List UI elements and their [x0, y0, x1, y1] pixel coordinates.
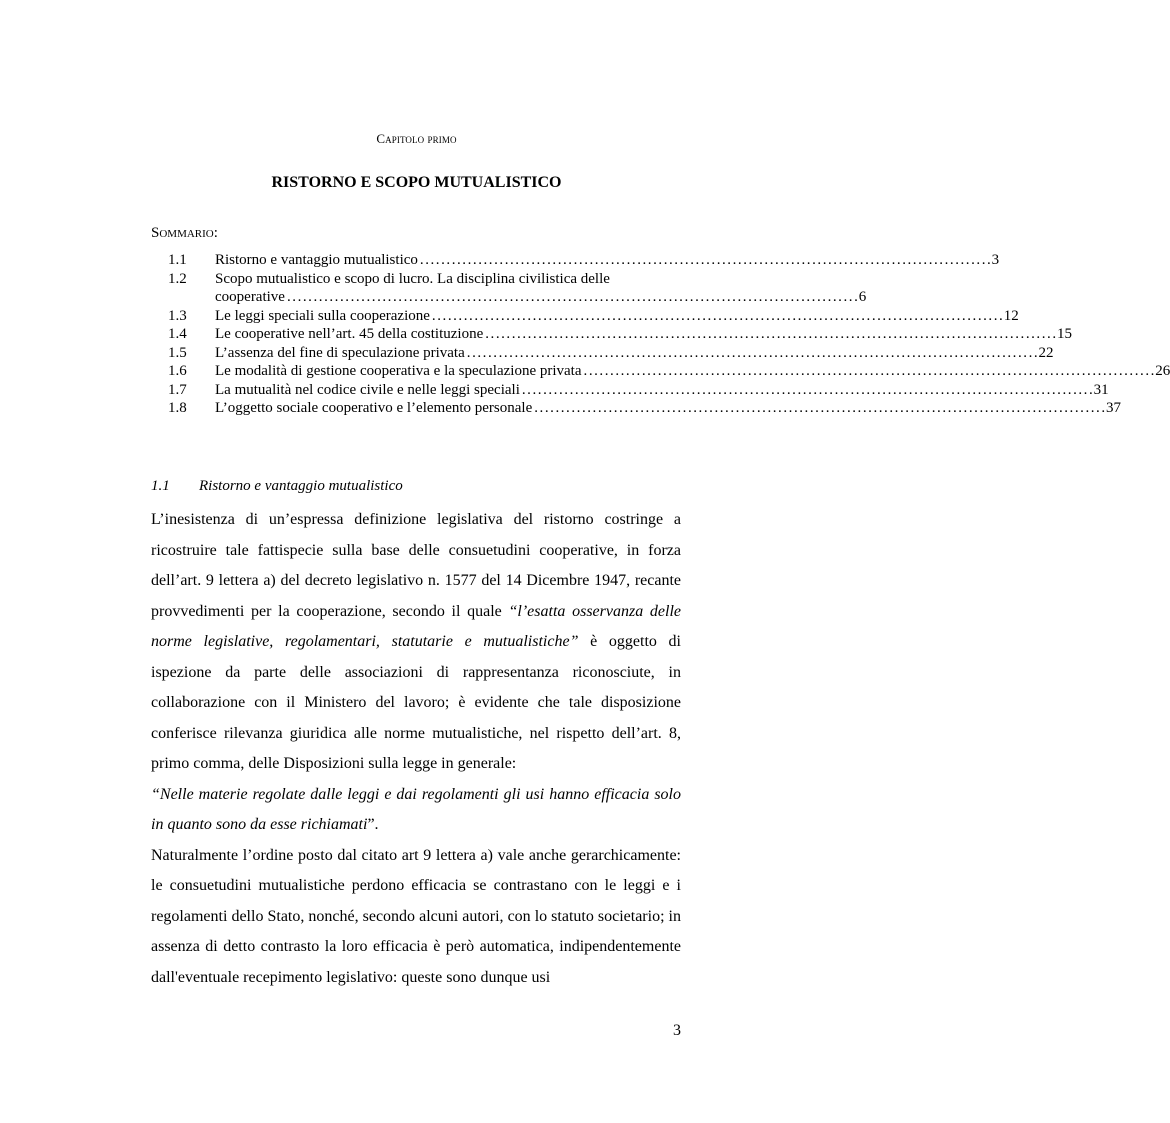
toc-entry-page: 31 — [1093, 381, 1109, 398]
toc-entry-title: Ristorno e vantaggio mutualistico — [215, 252, 418, 268]
toc-leader-dots — [584, 362, 1154, 381]
toc-entry-number: 1.1 — [168, 252, 187, 268]
paragraph: Naturalmente l’ordine posto dal citato art 9 lettera a) vale anche gerarchicamente: le consuetudini mutualistiche perdono efficacia se contrastano con le leggi e i regolamenti dello Stato, nonché, secondo alcuni autori, con lo statuto societario; in assenza di detto contrasto la loro efficacia è però automatica, indipendentemente dall'eventuale recepimento legislativo: queste sono dunque usi — [151, 846, 681, 986]
toc-entry-title: Le modalità di gestione cooperativa e la speculazione privata — [215, 363, 582, 379]
chapter-label: Capitolo primo — [376, 131, 457, 146]
toc-leader-dots — [522, 381, 1092, 400]
toc-entry-page: 26 — [1155, 363, 1170, 379]
toc-entry-page: 3 — [991, 252, 1000, 268]
toc-entry — [151, 381, 1109, 400]
toc-entry-page: 15 — [1057, 326, 1072, 342]
toc-entry-title: cooperative — [215, 289, 285, 305]
toc-entry — [151, 251, 1000, 270]
toc-entry — [151, 270, 867, 307]
toc-entry-number: 1.2 — [168, 270, 187, 287]
toc-entry — [151, 344, 1054, 363]
toc-entry-number: 1.5 — [168, 344, 187, 361]
toc-leader-dots — [485, 325, 1055, 344]
toc-entry-number: 1.4 — [168, 326, 187, 342]
body-text — [151, 505, 681, 993]
toc-entry-number: 1.7 — [168, 381, 187, 398]
toc-entry-page: 6 — [858, 289, 867, 305]
toc-entry-title: Le leggi speciali sulla cooperazione — [215, 307, 430, 324]
toc-entry-title: L’oggetto sociale cooperativo e l’elemento personale — [215, 400, 533, 416]
toc-entry-page: 22 — [1038, 344, 1054, 361]
section-number: 1.1 — [151, 478, 170, 494]
toc-entry — [151, 307, 1019, 326]
toc-leader-dots — [467, 344, 1037, 363]
summary-label: Sommario: — [151, 225, 218, 241]
section-heading — [151, 478, 403, 495]
toc-entry-title: Le cooperative nell’art. 45 della costituzione — [215, 326, 484, 342]
toc-entry-number: 1.3 — [168, 307, 187, 324]
toc-entry-page: 37 — [1106, 400, 1122, 416]
toc-entry — [151, 399, 1122, 418]
toc-entry-page: 12 — [1003, 307, 1019, 324]
toc-entry-title: Scopo mutualistico e scopo di lucro. La disciplina civilistica delle — [215, 270, 610, 287]
quote: “l’esatta osservanza delle norme legislative, regolamentari, statutarie e mutualistiche” — [151, 602, 682, 650]
toc-entry-number: 1.6 — [168, 363, 187, 379]
toc-leader-dots — [420, 251, 990, 270]
toc-entry-number: 1.8 — [168, 400, 187, 416]
paragraph: L’inesistenza di un’espressa definizione legislativa del ristorno costringe a ricostruire tale fattispecie sulla base delle consuetudini cooperative, in forza dell’art. 9 lettera a) del decreto legislativo n. 1577 del 14 Dicembre 1947, recante provvedimenti per la cooperazione, secondo il quale “l’esatta osservanza delle norme legislative, regolamentari, statutarie e mutualistiche” è oggetto di ispezione da parte delle associazioni di rappresentanza riconosciute, in collaborazione con il Ministero del lavoro; è evidente che tale disposizione conferisce rilevanza giuridica alle norme mutualistiche, nel rispetto dell’art. 8, primo comma, delle Disposizioni sulla legge in generale: — [151, 511, 682, 772]
toc-leader-dots — [534, 399, 1104, 418]
toc-leader-dots — [432, 307, 1002, 326]
toc-leader-dots — [287, 288, 857, 307]
paragraph: “Nelle materie regolate dalle leggi e dai regolamenti gli usi hanno efficacia solo in quanto sono da esse richiamati”. — [151, 785, 681, 833]
toc-entry — [151, 362, 1170, 381]
toc-entry — [151, 325, 1072, 344]
section-title: Ristorno e vantaggio mutualistico — [199, 478, 403, 494]
toc-entry-title: La mutualità nel codice civile e nelle leggi speciali — [215, 381, 520, 398]
chapter-title: RISTORNO E SCOPO MUTUALISTICO — [271, 174, 562, 191]
page-number: 3 — [673, 1022, 681, 1039]
toc-entry-title: L’assenza del fine di speculazione privata — [215, 344, 465, 361]
table-of-contents — [151, 251, 1170, 418]
quote: “Nelle materie regolate dalle leggi e dai regolamenti gli usi hanno efficacia solo in quanto sono da esse richiamati — [151, 785, 681, 833]
